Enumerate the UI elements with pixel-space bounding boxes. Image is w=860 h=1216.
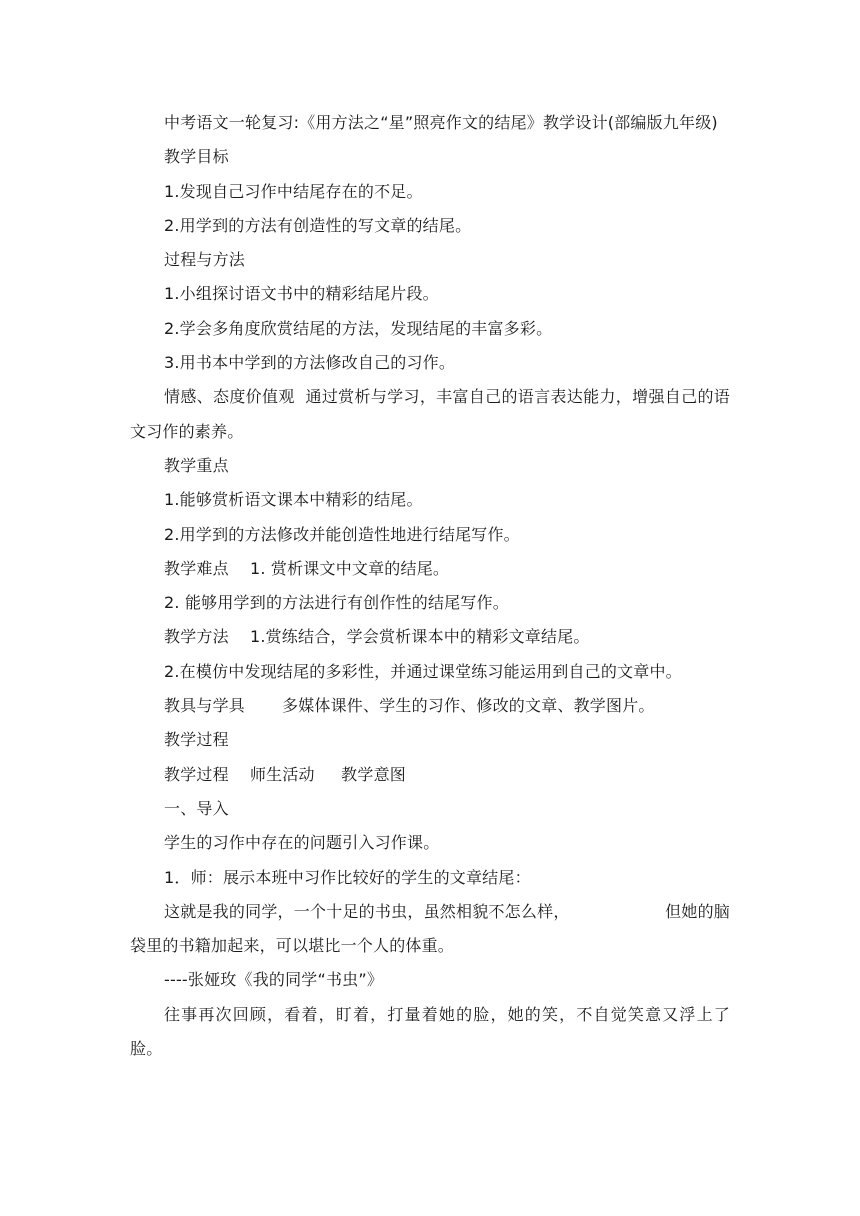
- excerpt-attribution: ----张娅玫《我的同学“书虫”》: [164, 970, 384, 990]
- teaching-tools: 教具与学具 多媒体课件、学生的习作、修改的文章、教学图片。: [164, 696, 655, 716]
- method-item-1: 教学方法 1.赏练结合，学会赏析课本中的精彩文章结尾。: [164, 627, 590, 647]
- section-heading-key-points: 教学重点: [164, 455, 229, 475]
- key-point-item-2: 2.用学到的方法修改并能创造性地进行结尾写作。: [164, 524, 520, 544]
- goal-item-2: 2.用学到的方法有创造性的写文章的结尾。: [164, 215, 472, 235]
- difficulty-item-1: 教学难点 1. 赏析课文中文章的结尾。: [164, 558, 450, 578]
- intro-paragraph: 学生的习作中存在的问题引入习作课。: [164, 833, 440, 853]
- key-point-item-1: 1.能够赏析语文课本中精彩的结尾。: [164, 490, 423, 510]
- difficulty-item-2: 2. 能够用学到的方法进行有创作性的结尾写作。: [164, 593, 509, 613]
- process-item-3: 3.用书本中学到的方法修改自己的习作。: [164, 353, 456, 373]
- document-body: [130, 106, 730, 1066]
- teacher-step-1: 1．师：展示本班中习作比较好的学生的文章结尾：: [164, 867, 531, 887]
- section-heading-teaching-goals: 教学目标: [164, 147, 229, 167]
- process-item-2: 2.学会多角度欣赏结尾的方法，发现结尾的丰富多彩。: [164, 318, 553, 338]
- process-item-1: 1.小组探讨语文书中的精彩结尾片段。: [164, 284, 439, 304]
- process-table-header: 教学过程 师生活动 教学意图: [164, 764, 406, 784]
- section-heading-introduction: 一、导入: [164, 798, 229, 818]
- document-title: 中考语文一轮复习:《用方法之“星”照亮作文的结尾》教学设计(部编版九年级): [164, 113, 718, 132]
- emotion-values-paragraph: 情感、态度价值观 通过赏析与学习，丰富自己的语言表达能力，增强自己的语文习作的素养。: [130, 387, 730, 441]
- method-item-2: 2.在模仿中发现结尾的多彩性，并通过课堂练习能运用到自己的文章中。: [164, 661, 682, 681]
- section-heading-teaching-process: 教学过程: [164, 730, 229, 750]
- student-excerpt-1: 这就是我的同学，一个十足的书虫，虽然相貌不怎么样， 但她的脑袋里的书籍加起来，可以堪比一个人的体重。: [130, 901, 730, 956]
- goal-item-1: 1.发现自己习作中结尾存在的不足。: [164, 181, 423, 201]
- section-heading-process-methods: 过程与方法: [164, 250, 246, 270]
- student-excerpt-2: 往事再次回顾，看着，盯着，打量着她的脸，她的笑，不自觉笑意又浮上了脸。: [130, 1004, 730, 1059]
